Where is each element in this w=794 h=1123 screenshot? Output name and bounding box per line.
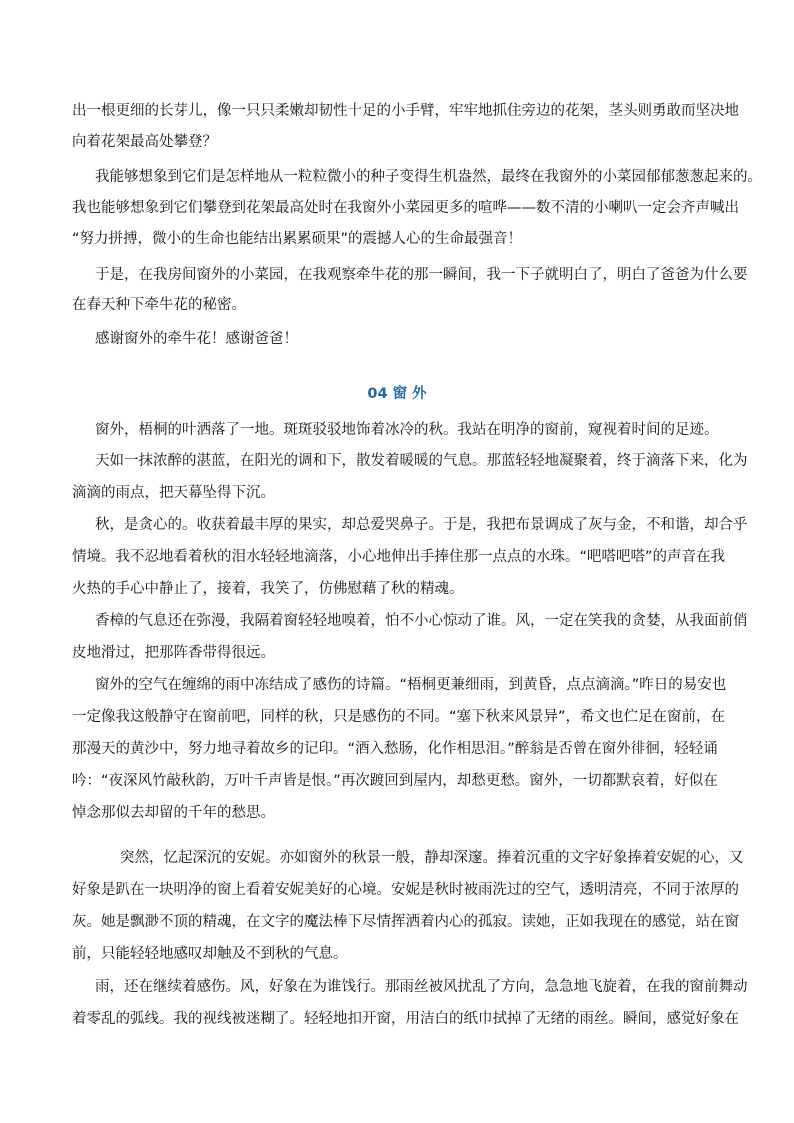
paragraph-line: 悼念那似去却留的千年的愁思。	[72, 805, 275, 821]
paragraph-line: 前，只能轻轻地感叹却触及不到秋的气息。	[72, 946, 348, 962]
section-title: 04 窗 外	[367, 386, 427, 402]
paragraph-line: 窗外，梧桐的叶洒落了一地。斑斑驳驳地饰着冰冷的秋。我站在明净的窗前，窥视着时间的足迹。	[95, 422, 719, 438]
paragraph-line: 秋，是贪心的。收获着最丰厚的果实，却总爱哭鼻子。于是，我把布景调成了灰与金，不和谐，却合乎	[95, 517, 748, 533]
paragraph-line: 灰。她是飘渺不顶的精魂，在文字的魔法棒下尽情挥洒着内心的孤寂。读她，正如我现在的感觉，站在窗	[72, 914, 739, 930]
paragraph-line: 香樟的气息还在弥漫，我隔着窗轻轻地嗅着，怕不小心惊动了谁。风，一定在笑我的贪婪，从我面前俏	[95, 613, 748, 629]
paragraph-line: 那漫天的黄沙中，努力地寻着故乡的记印。“酒入愁肠，化作相思泪。”醉翁是否曾在窗外徘徊，轻轻诵	[72, 741, 718, 757]
paragraph-line: 皮地滑过，把那阵香带得很远。	[72, 645, 275, 661]
paragraph-line: 感谢窗外的牵牛花！感谢爸爸！	[95, 331, 298, 347]
paragraph-line: 一定像我这般静守在窗前吧，同样的秋，只是感伤的不同。“塞下秋来风景异”，希文也伫足在窗前，在	[72, 709, 726, 725]
paragraph-line: 滴滴的雨点，把天幕坠得下沉。	[72, 485, 275, 501]
paragraph-line: 吟：“夜深风竹敲秋韵，万叶千声皆是恨。”再次踱回到屋内，却愁更愁。窗外，一切都默哀着，好似在	[72, 773, 718, 789]
paragraph-line: 火热的手心中静止了，接着，我笑了，仿佛慰藉了秋的精魂。	[72, 581, 464, 597]
paragraph-line: 情境。我不忍地看着秋的泪水轻轻地滴落，小心地伸出手捧住那一点点的水珠。“吧嗒吧嗒”的声音在我	[72, 549, 726, 565]
paragraph-line: 雨，还在继续着感伤。风，好象在为谁饯行。那雨丝被风扰乱了方向，急急地飞旋着，在我的窗前舞动	[95, 979, 748, 995]
paragraph-line: 我能够想象到它们是怎样地从一粒粒微小的种子变得生机盎然，最终在我窗外的小菜园郁郁葱葱起来的。	[95, 169, 762, 185]
paragraph-line: 在春天种下牵牛花的秘密。	[72, 297, 246, 313]
paragraph-line: 着零乱的弧线。我的视线被迷糊了。轻轻地扣开窗，用洁白的纸巾拭掉了无绪的雨丝。瞬间，感觉好象在	[72, 1011, 739, 1027]
paragraph-line: 突然，忆起深沉的安妮。亦如窗外的秋景一般，静却深邃。捧着沉重的文字好象捧着安妮的心，又	[120, 850, 744, 866]
paragraph-line: 天如一抹浓醉的湛蓝，在阳光的调和下，散发着暖暖的气息。那蓝轻轻地凝聚着，终于滴落下来，化为	[95, 453, 748, 469]
paragraph-line: 于是，在我房间窗外的小菜园，在我观察牵牛花的那一瞬间，我一下子就明白了，明白了爸爸为什么要	[95, 267, 748, 283]
paragraph-line: 出一根更细的长芽儿，像一只只柔嫩却韧性十足的小手臂，牢牢地抓住旁边的花架，茎头则勇敢而坚决地	[72, 103, 739, 119]
paragraph-line: “努力拼搏，微小的生命也能结出累累硕果”的震撼人心的生命最强音！	[72, 231, 523, 247]
paragraph-line: 向着花架最高处攀登？	[72, 134, 217, 150]
paragraph-line: 窗外的空气在缠绵的雨中冻结成了感伤的诗篇。“梧桐更兼细雨，到黄昏，点点滴滴。”昨日的易安也	[95, 677, 727, 693]
paragraph-line: 好象是趴在一块明净的窗上看着安妮美好的心境。安妮是秋时被雨洗过的空气，透明清亮，不同于浓厚的	[72, 882, 739, 898]
paragraph-line: 我也能够想象到它们攀登到花架最高处时在我窗外小菜园更多的喧哗——数不清的小喇叭一定会齐声喊出	[72, 200, 739, 216]
